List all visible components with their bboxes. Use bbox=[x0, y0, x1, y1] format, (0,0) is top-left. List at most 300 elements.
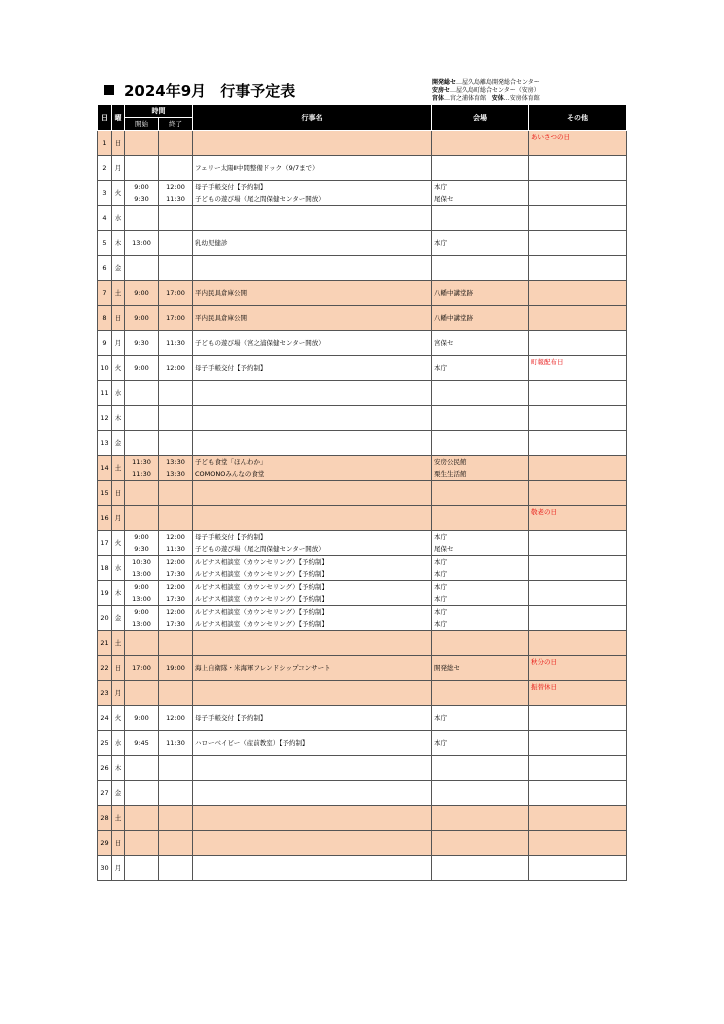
end-time: 11:30 bbox=[166, 739, 185, 747]
other-note-cell bbox=[529, 456, 627, 481]
square-bullet-icon bbox=[104, 85, 114, 95]
venue-name: 本庁 bbox=[434, 739, 447, 747]
table-row bbox=[98, 131, 627, 156]
day-cell: 20 bbox=[98, 606, 112, 631]
venue-cell bbox=[432, 756, 529, 781]
table-row bbox=[98, 206, 627, 231]
start-time-cell bbox=[125, 481, 159, 506]
other-note-cell bbox=[529, 531, 627, 556]
event-name: 平内民具倉庫公開 bbox=[195, 314, 247, 322]
event-cell bbox=[193, 431, 432, 456]
header-time: 時間 bbox=[125, 105, 193, 118]
venue-cell bbox=[432, 256, 529, 281]
start-time: 9:00 bbox=[134, 364, 149, 372]
venue-cell bbox=[432, 406, 529, 431]
start-time: 13:00 bbox=[132, 620, 151, 628]
event-cell bbox=[193, 406, 432, 431]
start-time-cell bbox=[125, 856, 159, 881]
event-cell bbox=[193, 756, 432, 781]
other-note-cell bbox=[529, 256, 627, 281]
event-name: 子どもの遊び場（宮之浦保健センター開放） bbox=[195, 339, 325, 347]
venue-name: 八幡中講堂跡 bbox=[434, 314, 473, 322]
table-row bbox=[98, 581, 627, 606]
start-time-cell bbox=[125, 556, 159, 581]
header-day: 日 bbox=[98, 105, 112, 131]
start-time-cell bbox=[125, 806, 159, 831]
start-time-cell bbox=[125, 431, 159, 456]
venue-cell bbox=[432, 431, 529, 456]
end-time-cell bbox=[159, 681, 193, 706]
weekday-cell: 木 bbox=[112, 756, 125, 781]
event-cell bbox=[193, 706, 432, 731]
weekday-cell: 金 bbox=[112, 781, 125, 806]
venue-cell bbox=[432, 856, 529, 881]
venue-name: 本庁 bbox=[434, 183, 447, 191]
other-note-cell: 振替休日 bbox=[529, 681, 627, 706]
legend-key: 開発総セ bbox=[432, 79, 457, 86]
weekday-cell: 火 bbox=[112, 531, 125, 556]
day-cell: 5 bbox=[98, 231, 112, 256]
weekday-cell: 月 bbox=[112, 156, 125, 181]
start-time-cell bbox=[125, 231, 159, 256]
venue-cell bbox=[432, 506, 529, 531]
event-cell bbox=[193, 506, 432, 531]
other-note-cell bbox=[529, 781, 627, 806]
table-row bbox=[98, 456, 627, 481]
table-row bbox=[98, 831, 627, 856]
weekday-cell: 月 bbox=[112, 856, 125, 881]
start-time: 11:30 bbox=[132, 458, 151, 466]
end-time: 13:30 bbox=[166, 470, 185, 478]
start-time: 9:00 bbox=[134, 183, 149, 191]
weekday-cell: 日 bbox=[112, 306, 125, 331]
day-cell: 15 bbox=[98, 481, 112, 506]
day-cell: 14 bbox=[98, 456, 112, 481]
other-note-cell bbox=[529, 206, 627, 231]
other-note-cell bbox=[529, 156, 627, 181]
end-time-cell bbox=[159, 306, 193, 331]
start-time-cell bbox=[125, 831, 159, 856]
event-cell bbox=[193, 556, 432, 581]
start-time-cell bbox=[125, 456, 159, 481]
other-note-cell bbox=[529, 481, 627, 506]
venue-cell bbox=[432, 531, 529, 556]
end-time-cell bbox=[159, 206, 193, 231]
start-time: 9:00 bbox=[134, 608, 149, 616]
title-month: 2024年9月 bbox=[124, 82, 207, 100]
venue-cell bbox=[432, 681, 529, 706]
start-time: 9:45 bbox=[134, 739, 149, 747]
weekday-cell: 日 bbox=[112, 656, 125, 681]
venue-cell bbox=[432, 781, 529, 806]
event-name: ルピナス相談室（カウンセリング）【予約制】 bbox=[195, 608, 329, 616]
day-cell: 2 bbox=[98, 156, 112, 181]
other-note-cell bbox=[529, 856, 627, 881]
end-time-cell bbox=[159, 706, 193, 731]
table-row bbox=[98, 556, 627, 581]
start-time-cell bbox=[125, 781, 159, 806]
end-time-cell bbox=[159, 381, 193, 406]
start-time-cell bbox=[125, 181, 159, 206]
start-time-cell bbox=[125, 206, 159, 231]
start-time: 9:00 bbox=[134, 714, 149, 722]
start-time-cell bbox=[125, 756, 159, 781]
venue-cell bbox=[432, 706, 529, 731]
other-note-cell bbox=[529, 281, 627, 306]
legend-key: 宮体 bbox=[432, 95, 445, 102]
other-note-cell: 町報配布日 bbox=[529, 356, 627, 381]
venue-name: 栗生生活館 bbox=[434, 470, 467, 478]
event-cell bbox=[193, 381, 432, 406]
weekday-cell: 金 bbox=[112, 431, 125, 456]
day-cell: 24 bbox=[98, 706, 112, 731]
venue-cell bbox=[432, 606, 529, 631]
venue-name: 尾保セ bbox=[434, 195, 454, 203]
end-time: 12:00 bbox=[166, 533, 185, 541]
start-time-cell bbox=[125, 156, 159, 181]
start-time-cell bbox=[125, 506, 159, 531]
other-note-cell bbox=[529, 381, 627, 406]
table-body bbox=[98, 131, 627, 881]
start-time: 9:30 bbox=[134, 545, 149, 553]
start-time-cell bbox=[125, 656, 159, 681]
table-row bbox=[98, 431, 627, 456]
day-cell: 19 bbox=[98, 581, 112, 606]
table-row bbox=[98, 656, 627, 681]
venue-name: 安房公民館 bbox=[434, 458, 467, 466]
venue-cell bbox=[432, 481, 529, 506]
end-time: 17:30 bbox=[166, 620, 185, 628]
event-cell bbox=[193, 156, 432, 181]
start-time-cell bbox=[125, 331, 159, 356]
day-cell: 8 bbox=[98, 306, 112, 331]
event-name: 海上自衛隊・米海軍フレンドシップコンサート bbox=[195, 664, 331, 672]
venue-cell bbox=[432, 381, 529, 406]
venue-cell bbox=[432, 631, 529, 656]
weekday-cell: 日 bbox=[112, 481, 125, 506]
other-note-cell bbox=[529, 631, 627, 656]
event-name: 子どもの遊び場（尾之間保健センター開放） bbox=[195, 195, 325, 203]
end-time: 11:30 bbox=[166, 339, 185, 347]
day-cell: 26 bbox=[98, 756, 112, 781]
other-note-cell bbox=[529, 731, 627, 756]
event-cell bbox=[193, 331, 432, 356]
start-time: 9:30 bbox=[134, 195, 149, 203]
event-cell bbox=[193, 631, 432, 656]
weekday-cell: 土 bbox=[112, 631, 125, 656]
end-time-cell bbox=[159, 806, 193, 831]
weekday-cell: 水 bbox=[112, 381, 125, 406]
day-cell: 1 bbox=[98, 131, 112, 156]
start-time-cell bbox=[125, 256, 159, 281]
legend-text: …宮之浦体育館 bbox=[444, 95, 487, 102]
event-name: 母子手帳交付【予約制】 bbox=[195, 533, 267, 541]
end-time: 11:30 bbox=[166, 545, 185, 553]
end-time-cell bbox=[159, 606, 193, 631]
other-note-cell: あいさつの日 bbox=[529, 131, 627, 156]
event-cell bbox=[193, 206, 432, 231]
start-time-cell bbox=[125, 531, 159, 556]
header-start: 開始 bbox=[125, 118, 159, 131]
event-name: 母子手帳交付【予約制】 bbox=[195, 714, 267, 722]
end-time: 13:30 bbox=[166, 458, 185, 466]
header-end: 終了 bbox=[159, 118, 193, 131]
other-note-cell bbox=[529, 306, 627, 331]
venue-cell bbox=[432, 556, 529, 581]
start-time-cell bbox=[125, 706, 159, 731]
day-cell: 29 bbox=[98, 831, 112, 856]
event-name: ルピナス相談室（カウンセリング）【予約制】 bbox=[195, 558, 329, 566]
weekday-cell: 火 bbox=[112, 706, 125, 731]
end-time-cell bbox=[159, 331, 193, 356]
end-time-cell bbox=[159, 406, 193, 431]
end-time: 17:30 bbox=[166, 595, 185, 603]
weekday-cell: 日 bbox=[112, 131, 125, 156]
end-time-cell bbox=[159, 506, 193, 531]
start-time: 13:00 bbox=[132, 595, 151, 603]
venue-legend bbox=[432, 79, 540, 103]
venue-name: 八幡中講堂跡 bbox=[434, 289, 473, 297]
venue-name: 本庁 bbox=[434, 583, 447, 591]
start-time-cell bbox=[125, 381, 159, 406]
venue-name: 開発総セ bbox=[434, 664, 460, 672]
end-time-cell bbox=[159, 181, 193, 206]
weekday-cell: 火 bbox=[112, 181, 125, 206]
weekday-cell: 土 bbox=[112, 281, 125, 306]
other-note-cell bbox=[529, 181, 627, 206]
start-time-cell bbox=[125, 281, 159, 306]
end-time: 17:30 bbox=[166, 570, 185, 578]
end-time-cell bbox=[159, 531, 193, 556]
end-time-cell bbox=[159, 156, 193, 181]
day-cell: 17 bbox=[98, 531, 112, 556]
weekday-cell: 水 bbox=[112, 206, 125, 231]
start-time: 10:30 bbox=[132, 558, 151, 566]
day-cell: 16 bbox=[98, 506, 112, 531]
end-time-cell bbox=[159, 431, 193, 456]
table-row bbox=[98, 306, 627, 331]
table-row bbox=[98, 231, 627, 256]
venue-cell bbox=[432, 206, 529, 231]
table-row bbox=[98, 381, 627, 406]
end-time-cell bbox=[159, 231, 193, 256]
weekday-cell: 土 bbox=[112, 806, 125, 831]
venue-name: 本庁 bbox=[434, 570, 447, 578]
day-cell: 11 bbox=[98, 381, 112, 406]
table-row bbox=[98, 731, 627, 756]
table-row bbox=[98, 406, 627, 431]
event-name: 子ども食堂「ほんわか」 bbox=[195, 458, 267, 466]
table-row bbox=[98, 531, 627, 556]
event-cell bbox=[193, 356, 432, 381]
start-time-cell bbox=[125, 306, 159, 331]
event-name: ルピナス相談室（カウンセリング）【予約制】 bbox=[195, 620, 329, 628]
event-name: フェリー太陽Ⅱ中間整備ドック（9/7まで） bbox=[195, 164, 319, 172]
event-name: 乳幼児健診 bbox=[195, 239, 228, 247]
other-note-cell bbox=[529, 431, 627, 456]
weekday-cell: 金 bbox=[112, 256, 125, 281]
venue-name: 本庁 bbox=[434, 714, 447, 722]
end-time: 17:00 bbox=[166, 314, 185, 322]
event-name: 母子手帳交付【予約制】 bbox=[195, 183, 267, 191]
venue-name: 尾保セ bbox=[434, 545, 454, 553]
venue-cell bbox=[432, 331, 529, 356]
day-cell: 10 bbox=[98, 356, 112, 381]
end-time: 12:00 bbox=[166, 364, 185, 372]
weekday-cell: 木 bbox=[112, 231, 125, 256]
end-time-cell bbox=[159, 256, 193, 281]
table-row bbox=[98, 806, 627, 831]
table-row bbox=[98, 681, 627, 706]
end-time: 17:00 bbox=[166, 289, 185, 297]
day-cell: 12 bbox=[98, 406, 112, 431]
start-time: 9:00 bbox=[134, 533, 149, 541]
table-row bbox=[98, 331, 627, 356]
start-time: 13:00 bbox=[132, 239, 151, 247]
table-row bbox=[98, 356, 627, 381]
event-name: ルピナス相談室（カウンセリング）【予約制】 bbox=[195, 583, 329, 591]
day-cell: 27 bbox=[98, 781, 112, 806]
other-note-cell bbox=[529, 806, 627, 831]
weekday-cell: 月 bbox=[112, 506, 125, 531]
legend-key: 安房セ bbox=[432, 87, 451, 94]
other-note-cell bbox=[529, 556, 627, 581]
venue-cell bbox=[432, 231, 529, 256]
venue-name: 本庁 bbox=[434, 558, 447, 566]
weekday-cell: 水 bbox=[112, 731, 125, 756]
start-time-cell bbox=[125, 581, 159, 606]
event-name: COMONOみんなの食堂 bbox=[195, 470, 265, 478]
table-row bbox=[98, 756, 627, 781]
end-time: 12:00 bbox=[166, 583, 185, 591]
venue-name: 本庁 bbox=[434, 595, 447, 603]
end-time-cell bbox=[159, 656, 193, 681]
table-row bbox=[98, 781, 627, 806]
venue-name: 本庁 bbox=[434, 239, 447, 247]
start-time: 9:30 bbox=[134, 339, 149, 347]
table-row bbox=[98, 181, 627, 206]
day-cell: 4 bbox=[98, 206, 112, 231]
table-row bbox=[98, 256, 627, 281]
other-note-cell bbox=[529, 831, 627, 856]
other-note-cell: 秋分の日 bbox=[529, 656, 627, 681]
end-time-cell bbox=[159, 456, 193, 481]
start-time-cell bbox=[125, 606, 159, 631]
table-row bbox=[98, 606, 627, 631]
day-cell: 13 bbox=[98, 431, 112, 456]
day-cell: 6 bbox=[98, 256, 112, 281]
page-title bbox=[104, 80, 295, 101]
venue-name: 本庁 bbox=[434, 533, 447, 541]
venue-cell bbox=[432, 581, 529, 606]
weekday-cell: 月 bbox=[112, 331, 125, 356]
table-row bbox=[98, 631, 627, 656]
venue-cell bbox=[432, 306, 529, 331]
venue-cell bbox=[432, 156, 529, 181]
end-time-cell bbox=[159, 856, 193, 881]
day-cell: 7 bbox=[98, 281, 112, 306]
end-time-cell bbox=[159, 356, 193, 381]
event-cell bbox=[193, 181, 432, 206]
event-cell bbox=[193, 781, 432, 806]
venue-cell bbox=[432, 456, 529, 481]
weekday-cell: 金 bbox=[112, 606, 125, 631]
end-time-cell bbox=[159, 581, 193, 606]
start-time: 9:00 bbox=[134, 314, 149, 322]
venue-name: 宮保セ bbox=[434, 339, 454, 347]
end-time: 11:30 bbox=[166, 195, 185, 203]
legend-text: …屋久島町総合センター（安房） bbox=[450, 87, 540, 94]
event-cell bbox=[193, 831, 432, 856]
event-cell bbox=[193, 581, 432, 606]
header-other: その他 bbox=[529, 105, 627, 131]
end-time-cell bbox=[159, 731, 193, 756]
venue-cell bbox=[432, 131, 529, 156]
end-time-cell bbox=[159, 556, 193, 581]
start-time: 9:00 bbox=[134, 289, 149, 297]
event-cell bbox=[193, 231, 432, 256]
day-cell: 22 bbox=[98, 656, 112, 681]
start-time-cell bbox=[125, 681, 159, 706]
event-cell bbox=[193, 131, 432, 156]
venue-name: 本庁 bbox=[434, 364, 447, 372]
venue-name: 本庁 bbox=[434, 620, 447, 628]
start-time-cell bbox=[125, 406, 159, 431]
event-cell bbox=[193, 531, 432, 556]
event-cell bbox=[193, 481, 432, 506]
event-cell bbox=[193, 856, 432, 881]
event-cell bbox=[193, 681, 432, 706]
venue-cell bbox=[432, 806, 529, 831]
table-row bbox=[98, 156, 627, 181]
legend-text: …屋久島離島開発総合センター bbox=[456, 79, 540, 86]
weekday-cell: 日 bbox=[112, 831, 125, 856]
venue-name: 本庁 bbox=[434, 608, 447, 616]
weekday-cell: 木 bbox=[112, 406, 125, 431]
event-name: 子どもの遊び場（尾之間保健センター開放） bbox=[195, 545, 325, 553]
start-time: 17:00 bbox=[132, 664, 151, 672]
other-note-cell bbox=[529, 706, 627, 731]
start-time: 11:30 bbox=[132, 470, 151, 478]
venue-cell bbox=[432, 356, 529, 381]
end-time: 12:00 bbox=[166, 558, 185, 566]
start-time: 13:00 bbox=[132, 570, 151, 578]
day-cell: 25 bbox=[98, 731, 112, 756]
weekday-cell: 木 bbox=[112, 581, 125, 606]
end-time-cell bbox=[159, 756, 193, 781]
event-cell bbox=[193, 256, 432, 281]
end-time-cell bbox=[159, 131, 193, 156]
table-row bbox=[98, 856, 627, 881]
event-cell bbox=[193, 606, 432, 631]
day-cell: 9 bbox=[98, 331, 112, 356]
end-time: 12:00 bbox=[166, 608, 185, 616]
end-time: 12:00 bbox=[166, 714, 185, 722]
venue-cell bbox=[432, 181, 529, 206]
start-time-cell bbox=[125, 631, 159, 656]
venue-cell bbox=[432, 656, 529, 681]
legend-key: 安体 bbox=[491, 95, 504, 102]
other-note-cell bbox=[529, 331, 627, 356]
start-time: 9:00 bbox=[134, 583, 149, 591]
start-time-cell bbox=[125, 731, 159, 756]
header-event: 行事名 bbox=[193, 105, 432, 131]
other-note-cell bbox=[529, 231, 627, 256]
other-note-cell bbox=[529, 606, 627, 631]
event-cell bbox=[193, 806, 432, 831]
event-cell bbox=[193, 656, 432, 681]
day-cell: 28 bbox=[98, 806, 112, 831]
